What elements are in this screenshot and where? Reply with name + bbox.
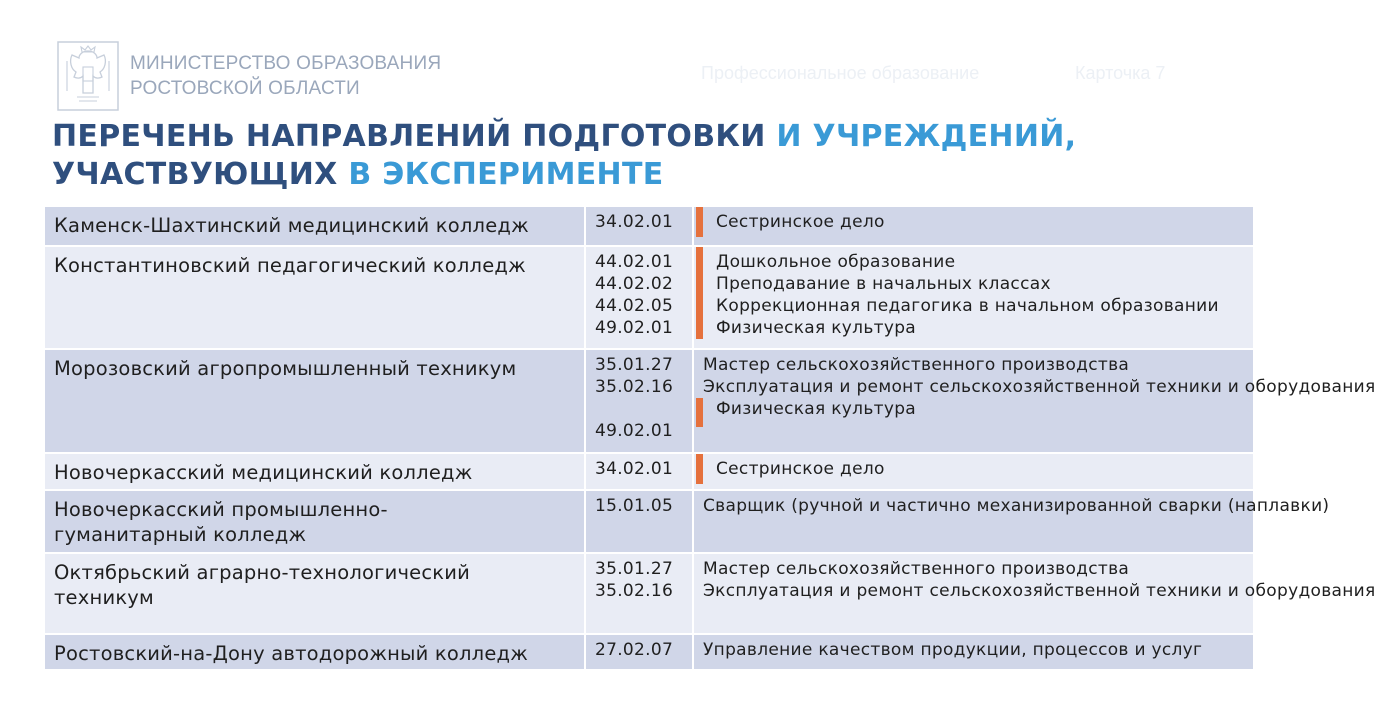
ministry-line-2: РОСТОВСКОЙ ОБЛАСТИ — [130, 78, 360, 99]
program-code: 44.02.02 — [595, 274, 674, 294]
card-label: Карточка 7 — [1075, 63, 1166, 83]
program-name: Сварщик (ручной и частично механизированной сварки (наплавки) — [703, 496, 1330, 516]
title-line2-light: В ЭКСПЕРИМЕНТЕ — [348, 157, 664, 192]
programs-cell — [693, 634, 1254, 670]
program-name: Коррекционная педагогика в начальном образовании — [703, 295, 1249, 317]
program-name: Мастер сельскохозяйственного производства — [703, 559, 1130, 579]
institution-name: Каменск-Шахтинский медицинский колледж — [44, 206, 585, 246]
programs-cell — [693, 490, 1330, 553]
title-line1-dark: ПЕРЕЧЕНЬ НАПРАВЛЕНИЙ ПОДГОТОВКИ — [52, 119, 777, 154]
institution-name: Октябрьский аграрно-технологический техникум — [44, 553, 585, 634]
program-name: Физическая культура — [703, 317, 1249, 339]
program-name: Дошкольное образование — [703, 251, 1249, 273]
program-name: Сестринское дело — [703, 211, 1249, 233]
coat-of-arms-logo — [57, 41, 119, 111]
programs-cell — [693, 246, 1254, 349]
table-row — [44, 206, 1254, 246]
institution-name: Новочеркасский промышленно-гуманитарный колледж — [44, 490, 585, 553]
program-code: 44.02.05 — [595, 296, 674, 316]
ministry-name — [130, 51, 441, 101]
program-name: Преподавание в начальных классах — [703, 273, 1249, 295]
table-row — [44, 634, 1254, 670]
table-row — [44, 246, 1254, 349]
table-row — [44, 553, 1254, 634]
programs-cell — [693, 453, 1254, 490]
institution-name: Морозовский агропромышленный техникум — [44, 349, 585, 453]
program-code: 15.01.05 — [595, 496, 674, 516]
program-name: Эксплуатация и ремонт сельскохозяйственной техники и оборудования — [703, 377, 1376, 397]
program-code: 35.02.16 — [595, 377, 674, 397]
program-code: 49.02.01 — [595, 318, 674, 338]
codes-cell — [585, 349, 693, 453]
codes-cell — [585, 206, 693, 246]
program-code: 35.01.27 — [595, 355, 674, 375]
program-code: 44.02.01 — [595, 252, 674, 272]
codes-cell — [585, 490, 693, 553]
programs-cell — [693, 553, 1376, 634]
program-name: Управление качеством продукции, процессов и услуг — [703, 640, 1203, 660]
table-row — [44, 349, 1254, 453]
codes-cell — [585, 453, 693, 490]
page-title — [52, 118, 1076, 194]
program-name: Физическая культура — [703, 398, 1249, 420]
program-name: Мастер сельскохозяйственного производства — [703, 355, 1130, 375]
program-code: 27.02.07 — [595, 640, 674, 660]
section-label: Профессиональное образование — [701, 63, 980, 83]
codes-cell — [585, 246, 693, 349]
programs-cell — [693, 349, 1376, 453]
program-code: 34.02.01 — [595, 459, 674, 479]
title-line1-light: И УЧРЕЖДЕНИЙ, — [776, 119, 1077, 154]
title-line2-dark: УЧАСТВУЮЩИХ — [52, 157, 349, 192]
program-name: Эксплуатация и ремонт сельскохозяйственной техники и оборудования — [703, 581, 1376, 601]
program-code: 35.02.16 — [595, 581, 674, 601]
table-row — [44, 490, 1254, 553]
program-code: 35.01.27 — [595, 559, 674, 579]
institution-name: Константиновский педагогический колледж — [44, 246, 585, 349]
ministry-line-1: МИНИСТЕРСТВО ОБРАЗОВАНИЯ — [130, 53, 442, 74]
table-row — [44, 453, 1254, 490]
program-name: Сестринское дело — [703, 458, 1249, 480]
institution-name: Ростовский-на-Дону автодорожный колледж — [44, 634, 585, 670]
codes-cell — [585, 634, 693, 670]
program-code: 34.02.01 — [595, 212, 674, 232]
codes-cell — [585, 553, 693, 634]
institution-name: Новочеркасский медицинский колледж — [44, 453, 585, 490]
institutions-table — [43, 205, 1376, 671]
programs-cell — [693, 206, 1254, 246]
program-code: 49.02.01 — [595, 421, 674, 441]
